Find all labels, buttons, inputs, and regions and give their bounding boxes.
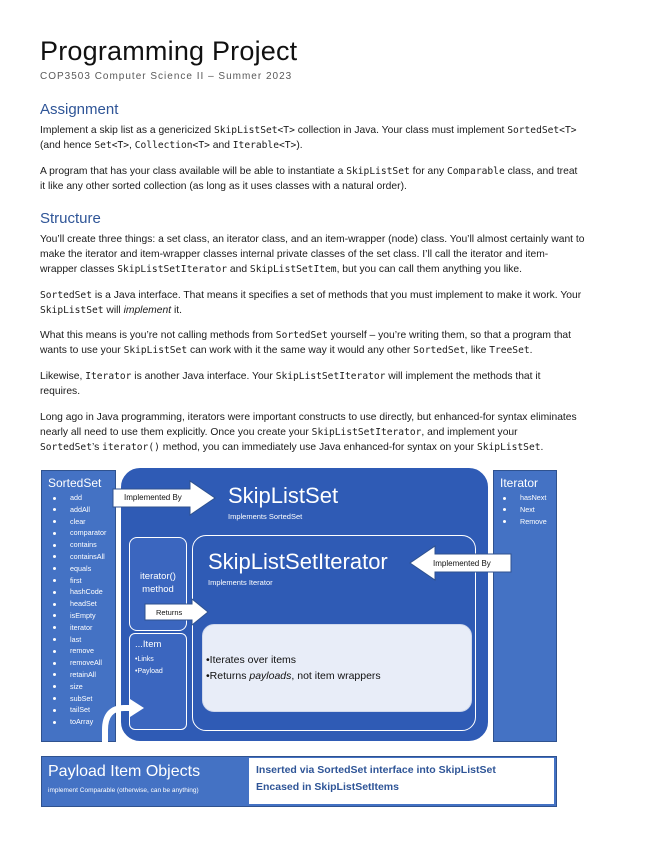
iterator-method-label-2: method — [142, 584, 174, 595]
page-title: Programming Project — [40, 36, 298, 66]
sortedset-method-item: containsAll — [50, 551, 106, 563]
sortedset-method-item: last — [50, 634, 106, 646]
payload-subtitle: implement Comparable (otherwise, can be anything) — [48, 787, 199, 794]
sortedset-method-item: size — [50, 681, 106, 693]
implemented-by-label-1: Implemented By — [124, 493, 182, 502]
sortedset-method-item: subSet — [50, 693, 106, 705]
sortedset-method-item: hashCode — [50, 586, 106, 598]
sortedset-title: SortedSet — [48, 476, 102, 490]
structure-heading: Structure — [40, 210, 101, 227]
sortedset-method-item: comparator — [50, 527, 106, 539]
skiplistsetiterator-subtitle: Implements Iterator — [208, 578, 273, 587]
sortedset-method-item: toArray — [50, 716, 106, 728]
sortedset-method-item: isEmpty — [50, 610, 106, 622]
sortedset-method-item: iterator — [50, 622, 106, 634]
iterator-title: Iterator — [500, 476, 539, 490]
iterator-method-label-1: iterator() — [140, 571, 176, 582]
iterates-line-2: •Returns payloads, not item wrappers — [206, 670, 381, 682]
sortedset-method-item: first — [50, 575, 106, 587]
skiplistset-title: SkipListSet — [228, 483, 339, 508]
skiplistset-subtitle: Implements SortedSet — [228, 512, 303, 521]
sortedset-method-item: clear — [50, 516, 106, 528]
sortedset-method-item: addAll — [50, 504, 106, 516]
iterator-panel — [493, 470, 557, 742]
sortedset-method-item: equals — [50, 563, 106, 575]
sortedset-method-item: headSet — [50, 598, 106, 610]
item-title: ...Item — [135, 639, 162, 650]
page-subtitle: COP3503 Computer Science II – Summer 2023 — [40, 71, 293, 82]
item-links: •Links — [135, 656, 154, 663]
sortedset-method-item: tailSet — [50, 704, 106, 716]
payload-title: Payload Item Objects — [48, 763, 201, 780]
assignment-paragraph-1: Implement a skip list as a genericized SkipListSet<T> collection in Java. Your class must implement SortedSet<T> (and hence Set<T>, Collection<T> and Iterable<T>). — [40, 125, 577, 151]
structure-paragraph-1: You’ll create three things: a set class, an iterator class, and an item-wrapper (node) class. You’ll almost certainly want to make the iterator and item-wrapper classes internal private classes of the set class. I’ll call the iterator and item- wrapper classes SkipListSetIterator and SkipListSetItem, but you can call them anything you like. — [40, 234, 585, 275]
iterator-method-item: Next — [500, 504, 547, 516]
assignment-heading: Assignment — [40, 101, 119, 118]
sortedset-method-item: add — [50, 492, 106, 504]
sortedset-method-item: contains — [50, 539, 106, 551]
iterator-method-list — [500, 492, 547, 527]
structure-paragraph-5: Long ago in Java programming, iterators were important constructs to use directly, but enhanced-for syntax eliminates nearly all need to use them explicitly. Once you create your SkipListSetIterator, and implement your SortedSet’s iterator() method, you can immediately use Java enhanced-for syntax on your SkipListSet. — [40, 412, 577, 453]
assignment-paragraph-2: A program that has your class available will be able to instantiate a SkipListSet for any Comparable class, and treat it like any other sorted collection (as long as it uses classes with a natural order). — [40, 166, 578, 192]
structure-paragraph-4: Likewise, Iterator is another Java interface. Your SkipListSetIterator will implement the methods that it requires. — [40, 371, 541, 397]
payload-note-2: Encased in SkipListSetItems — [256, 781, 399, 793]
implemented-by-label-2: Implemented By — [433, 559, 491, 568]
payload-note-1: Inserted via SortedSet interface into SkipListSet — [256, 764, 496, 776]
skiplistsetiterator-title: SkipListSetIterator — [208, 549, 388, 574]
sortedset-method-item: removeAll — [50, 657, 106, 669]
sortedset-method-item: remove — [50, 645, 106, 657]
returns-label: Returns — [156, 608, 183, 617]
iterates-box — [202, 624, 472, 712]
iterates-line-1: •Iterates over items — [206, 654, 297, 666]
iterator-method-item: hasNext — [500, 492, 547, 504]
sortedset-method-item: retainAll — [50, 669, 106, 681]
item-payload: •Payload — [135, 668, 163, 675]
structure-paragraph-2: SortedSet is a Java interface. That means it specifies a set of methods that you must implement to make it work. Your SkipListSet will implement it. — [40, 290, 582, 316]
structure-paragraph-3: What this means is you’re not calling methods from SortedSet yourself – you’re writing them, so that a program that wants to use your SkipListSet can work with it the same way it would any other SortedSet, like TreeSet. — [40, 330, 572, 356]
payload-to-item-arrow — [96, 670, 148, 770]
iterator-method-item: Remove — [500, 516, 547, 528]
